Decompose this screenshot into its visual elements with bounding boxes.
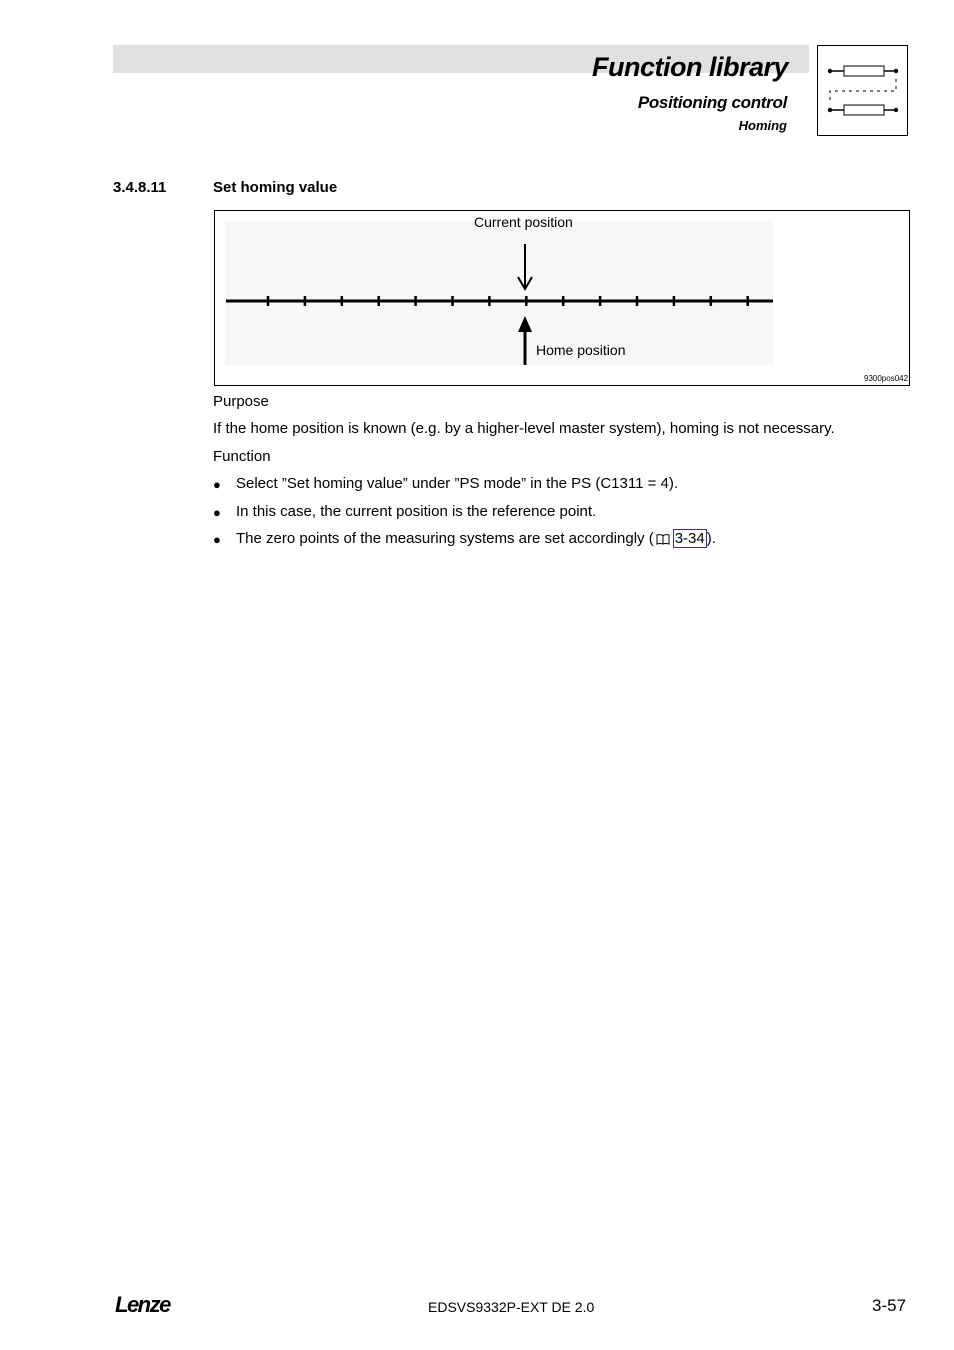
bullet-item-with-link: [236, 530, 716, 547]
bullet-marker: ●: [213, 505, 221, 520]
section-number: 3.4.8.11: [113, 179, 167, 196]
bullet-marker: ●: [213, 477, 221, 492]
chapter-subtitle: Positioning control: [637, 93, 787, 112]
page-number: 3-57: [872, 1296, 907, 1315]
current-position-label: Current position: [474, 214, 573, 230]
bullet-item-suffix: ).: [706, 530, 716, 547]
purpose-heading: Purpose: [213, 393, 269, 410]
function-block-icon: [817, 45, 908, 136]
book-icon: [656, 533, 670, 545]
bullet-item-text: The zero points of the measuring systems are set accordingly (: [236, 530, 654, 547]
position-axis-diagram: [215, 211, 909, 385]
page-reference-link[interactable]: 3-34: [674, 530, 705, 547]
chapter-subsubtitle: Homing: [738, 118, 787, 133]
homing-figure: [214, 210, 910, 386]
purpose-text: If the home position is known (e.g. by a higher-level master system), homing is not necessary.: [213, 420, 835, 437]
figure-id: 9300pos042: [864, 374, 909, 383]
section-title: Set homing value: [213, 179, 338, 196]
home-position-label: Home position: [536, 342, 626, 358]
chapter-title: Function library: [591, 52, 788, 82]
lenze-logo: Lenze: [115, 1292, 170, 1317]
diagram-background: [225, 221, 773, 365]
function-heading: Function: [213, 448, 271, 465]
bullet-marker: ●: [213, 532, 221, 547]
bullet-item: In this case, the current position is the reference point.: [236, 503, 597, 520]
bullet-item: Select ”Set homing value” under ”PS mode” in the PS (C1311 = 4).: [236, 475, 679, 492]
document-id: EDSVS9332P-EXT DE 2.0: [428, 1299, 595, 1315]
